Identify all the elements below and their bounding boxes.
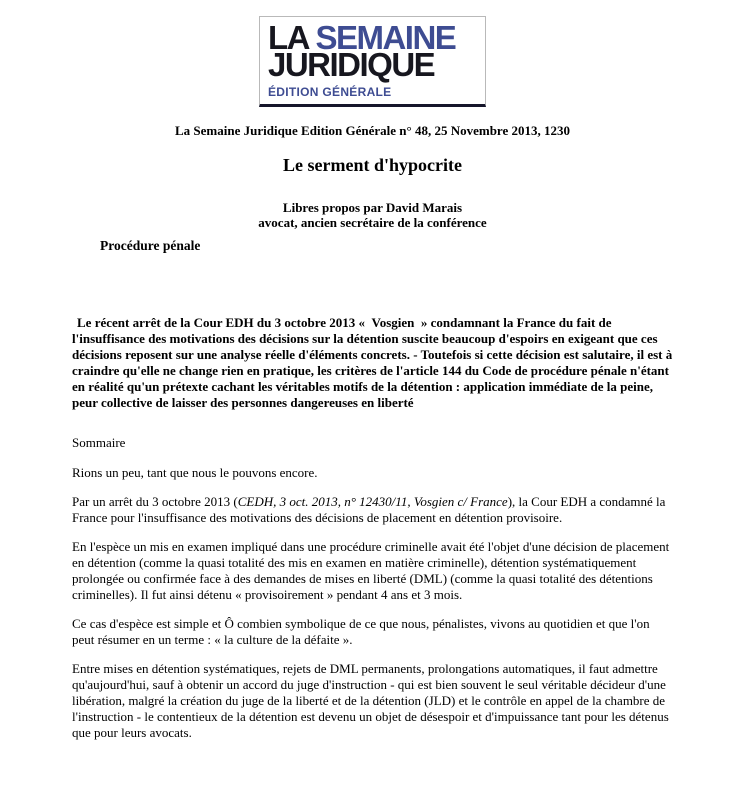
- body-paragraph: [72, 465, 673, 481]
- paragraph-text: Entre mises en détention systématiques, rejets de DML permanents, prolongations automatiques, il faut admettre qu'aujourd'hui, sauf à obtenir un accord du juge d'instruction - qui est bien souvent le seul véritable décideur d'une libération, malgré la création du juge de la liberté et de la détention (JLD) et le contrôle en appel de la chambre de l'instruction - le contentieux de la détention est devenu un objet de désespoir et d'impuissance tant pour les détenus que pour leurs avocats.: [72, 661, 669, 740]
- logo-text-semaine: SEMAINE: [315, 19, 456, 56]
- logo-edition-label: ÉDITION GÉNÉRALE: [268, 85, 392, 99]
- body-paragraph: [72, 494, 673, 526]
- paragraph-text: Par un arrêt du 3 octobre 2013 (: [72, 494, 238, 509]
- sommaire-label: Sommaire: [72, 435, 126, 450]
- paragraph-text: En l'espèce un mis en examen impliqué dans une procédure criminelle avait été l'objet d'une décision de placement en détention (comme la quasi totalité des mis en examen en matière criminelle), détention systématiquement prolongée ou confirmée face à des demandes de mises en liberté (DML) (comme la quasi totalité des détentions criminelles). Il fut ainsi détenu « provisoirement » pendant 4 ans et 3 mois.: [72, 539, 670, 602]
- case-reference-italic: CEDH, 3 oct. 2013, n° 12430/11, Vosgien c/ France: [237, 494, 508, 509]
- logo-text-la: LA: [268, 19, 308, 56]
- byline-author: Libres propos par David Marais: [282, 200, 463, 215]
- article-body: [0, 123, 745, 741]
- body-paragraph: [72, 661, 673, 741]
- paragraph-text: Ce cas d'espèce est simple et Ô combien symbolique de ce que nous, pénalistes, vivons au quotidien et que l'on peut résumer en un terme : « la culture de la défaite ».: [72, 616, 650, 647]
- citation-line: La Semaine Juridique Edition Générale n° 48, 25 Novembre 2013, 1230: [175, 123, 570, 138]
- body-paragraph: [72, 539, 673, 603]
- logo-text-juridique: JURIDIQUE: [268, 46, 435, 83]
- article-title: Le serment d'hypocrite: [283, 155, 462, 175]
- paragraph-text: Rions un peu, tant que nous le pouvons encore.: [72, 465, 318, 480]
- body-paragraph: [72, 616, 673, 648]
- body-paragraphs: [72, 465, 673, 741]
- journal-logo: [259, 16, 486, 107]
- abstract-paragraph: Le récent arrêt de la Cour EDH du 3 octobre 2013 « Vosgien » condamnant la France du fait de l'insuffisance des motivations des décisions sur la détention suscite beaucoup d'espoirs en exigeant que ces décisions reposent sur une analyse réelle d'éléments concrets. - Toutefois si cette décision est salutaire, il est à craindre qu'elle ne change rien en pratique, les critères de l'article 144 du Code de procédure pénale n'étant en réalité qu'un prétexte cachant les véritables motifs de la détention : application immédiate de la peine, peur collective de laisser des personnes dangereuses en liberté: [72, 315, 673, 410]
- byline: [72, 200, 673, 230]
- paragraph-text: ), la Cour EDH a condamné la France pour l'insuffisance des motivations des décisions de placement en détention provisoire.: [72, 494, 666, 525]
- byline-role: avocat, ancien secrétaire de la conférence: [258, 215, 487, 230]
- document-page: [0, 16, 745, 789]
- rubric-label: Procédure pénale: [100, 238, 201, 253]
